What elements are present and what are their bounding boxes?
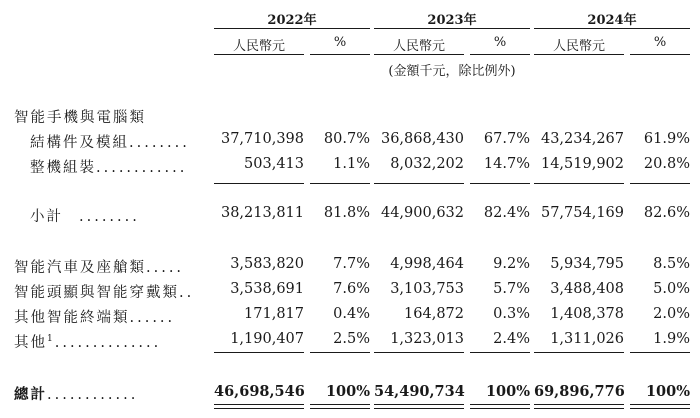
footnote-marker: 1 [47,334,55,345]
leader-dots: .............. [54,335,162,351]
total-top-rule-2024a [534,352,624,353]
cell-2022-amount: 38,213,811 [220,205,304,221]
year-underline-2024 [534,28,690,29]
row-label-text: 智能汽車及座艙類 [14,260,146,276]
col-percent-2022: % [333,35,347,50]
cell-2023-percent: 9.2% [493,256,530,272]
cell-2022-percent: 7.6% [333,281,370,297]
cell-2023-percent: 14.7% [483,156,530,172]
row-label [30,131,190,152]
total-double-rule-2022a [214,404,304,409]
cell-2024-percent: 8.5% [653,256,690,272]
row-label-text: 總計 [14,386,47,403]
cell-2022-percent: 2.5% [333,331,370,347]
cell-2024-amount: 1,311,026 [550,331,624,347]
cell-2023-percent: 67.7% [483,131,530,147]
leader-dots: ...... [129,310,176,326]
subheader-underline-2024b [630,54,690,55]
cell-2023-amount: 3,103,753 [390,281,464,297]
row-label-text: 整機組裝 [30,160,96,176]
cell-2023-amount: 36,868,430 [380,131,464,147]
col-percent-2024: % [653,35,667,50]
cell-2023-amount: 1,323,013 [390,331,464,347]
cell-2023-percent: 82.4% [483,205,530,221]
cell-2024-amount: 14,519,902 [540,156,624,172]
total-double-rule-2022b [310,404,370,409]
cell-2023-amount: 44,900,632 [380,205,464,221]
cell-2022-amount: 37,710,398 [220,131,304,147]
year-underline-2023 [374,28,530,29]
cell-2022-percent: 0.4% [333,306,370,322]
subtotal-rule-2024a [534,183,624,184]
cell-2023-percent: 5.7% [493,281,530,297]
subheader-underline-2024a [534,54,624,55]
row-label-text: 小計 [30,209,63,225]
row-label [14,306,175,327]
cell-2024-amount: 69,896,776 [534,383,625,400]
cell-2022-percent: 80.7% [323,131,370,147]
row-label [14,256,184,277]
cell-2024-amount: 43,234,267 [540,131,624,147]
subheader-underline-2022b [310,54,370,55]
leader-dots: ............ [47,387,139,403]
section-title: 智能手機與電腦類 [14,110,146,126]
cell-2024-amount: 5,934,795 [550,256,624,272]
year-2023: 2023年 [427,13,477,28]
year-underline-2022 [214,28,370,29]
cell-2023-amount: 4,998,464 [390,256,464,272]
cell-2023-amount: 54,490,734 [374,383,465,400]
leader-dots: .. [179,285,195,301]
cell-2022-percent: 1.1% [333,156,370,172]
cell-2024-percent: 2.0% [653,306,690,322]
total-top-rule-2022b [310,352,370,353]
cell-2022-amount: 46,698,546 [214,383,305,400]
row-label-text: 其他 [14,335,47,351]
row-label [30,156,187,177]
col-percent-2023: % [493,35,507,50]
total-top-rule-2024b [630,352,690,353]
year-2024: 2024年 [587,13,637,28]
row-label [30,205,140,226]
subtotal-rule-2022a [214,183,304,184]
cell-2022-amount: 3,538,691 [230,281,304,297]
total-top-rule-2023a [374,352,464,353]
total-double-rule-2023a [374,404,464,409]
cell-2024-percent: 20.8% [643,156,690,172]
subheader-underline-2023a [374,54,464,55]
cell-2024-percent: 82.6% [643,205,690,221]
row-label-text: 結構件及模組 [30,135,129,151]
unit-note: (金額千元，除比例外) [388,64,516,79]
subtotal-rule-2023b [470,183,530,184]
cell-2022-amount: 3,583,820 [230,256,304,272]
leader-dots: ........ [79,209,140,225]
total-top-rule-2023b [470,352,530,353]
subtotal-rule-2024b [630,183,690,184]
cell-2024-percent: 5.0% [653,281,690,297]
cell-2023-percent: 2.4% [493,331,530,347]
cell-2022-percent: 100% [325,383,370,400]
row-label [14,383,138,404]
cell-2022-percent: 81.8% [323,205,370,221]
cell-2023-percent: 0.3% [493,306,530,322]
col-currency-2023: 人民幣元 [392,39,445,54]
row-label [14,331,161,352]
col-currency-2022: 人民幣元 [232,39,285,54]
cell-2022-amount: 1,190,407 [230,331,304,347]
total-double-rule-2024a [534,404,624,409]
cell-2023-amount: 8,032,202 [390,156,464,172]
cell-2024-amount: 3,488,408 [550,281,624,297]
total-double-rule-2024b [630,404,690,409]
row-label-text: 其他智能終端類 [14,310,130,326]
cell-2022-amount: 171,817 [244,306,304,322]
total-double-rule-2023b [470,404,530,409]
leader-dots: ........ [129,135,190,151]
cell-2024-percent: 1.9% [653,331,690,347]
subheader-underline-2023b [470,54,530,55]
leader-dots: ............ [96,160,188,176]
subtotal-rule-2023a [374,183,464,184]
cell-2023-percent: 100% [485,383,530,400]
subtotal-rule-2022b [310,183,370,184]
cell-2022-percent: 7.7% [333,256,370,272]
subheader-underline-2022a [214,54,304,55]
cell-2022-amount: 503,413 [244,156,304,172]
cell-2023-amount: 164,872 [404,306,464,322]
cell-2024-amount: 1,408,378 [550,306,624,322]
row-label [14,281,194,302]
cell-2024-percent: 100% [645,383,690,400]
cell-2024-amount: 57,754,169 [540,205,624,221]
col-currency-2024: 人民幣元 [552,39,605,54]
total-top-rule-2022a [214,352,304,353]
row-label-text: 智能頭顯與智能穿戴類 [14,285,179,301]
year-2022: 2022年 [267,13,317,28]
cell-2024-percent: 61.9% [643,131,690,147]
leader-dots: ..... [146,260,185,276]
